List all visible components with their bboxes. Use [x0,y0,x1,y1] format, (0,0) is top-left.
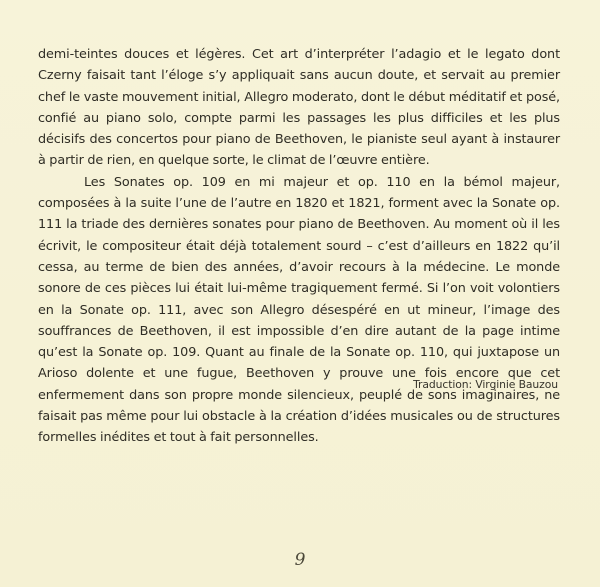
paragraph-1: demi-teintes douces et légères. Cet art d’interpréter l’adagio et le legato dont Czerny faisait tant l’éloge s’y appliquait sans aucun doute, et servait au premier chef le vaste mouvement initial, Allegro moderato, dont le début méditatif et posé, confié au piano solo, compte parmi les passages les plus difficiles et les plus décisifs des concertos pour piano de Beethoven, le pianiste seul ayant à instaurer à partir de rien, en quelque sorte, le climat de l’œuvre entière. [38,47,560,169]
translation-credit: Traduction: Virginie Bauzou [413,378,558,391]
paragraph-2: Les Sonates op. 109 en mi majeur et op. 110 en la bémol majeur, composées à la suite l’une de l’autre en 1820 et 1821, forment avec la Sonate op. 111 la triade des dernières sonates pour piano de Beethoven. Au moment où il les écrivit, le compositeur était déjà totalement sourd – c’est d’ailleurs en 1822 qu’il cessa, au terme de bien des années, d’avoir recours à la médecine. Le monde sonore de ces pièces lui était lui-même tragiquement fermé. Si l’on voit volontiers en la Sonate op. 111, avec son Allegro désespéré en ut mineur, l’image des souffrances de Beethoven, il est impossible d’en dire autant de la page intime qu’est la Sonate op. 109. Quant au finale de la Sonate op. 110, qui juxtapose un Arioso dolente et une fugue, Beethoven y prouve une fois encore que cet enfermement dans son propre monde silencieux, peuplé de sons imaginaires, ne faisait pas même pour lui obstacle à la création d’idées musicales ou de structures formelles inédites et tout à fait personnelles. [38,174,560,446]
page-number: 9 [294,550,306,570]
